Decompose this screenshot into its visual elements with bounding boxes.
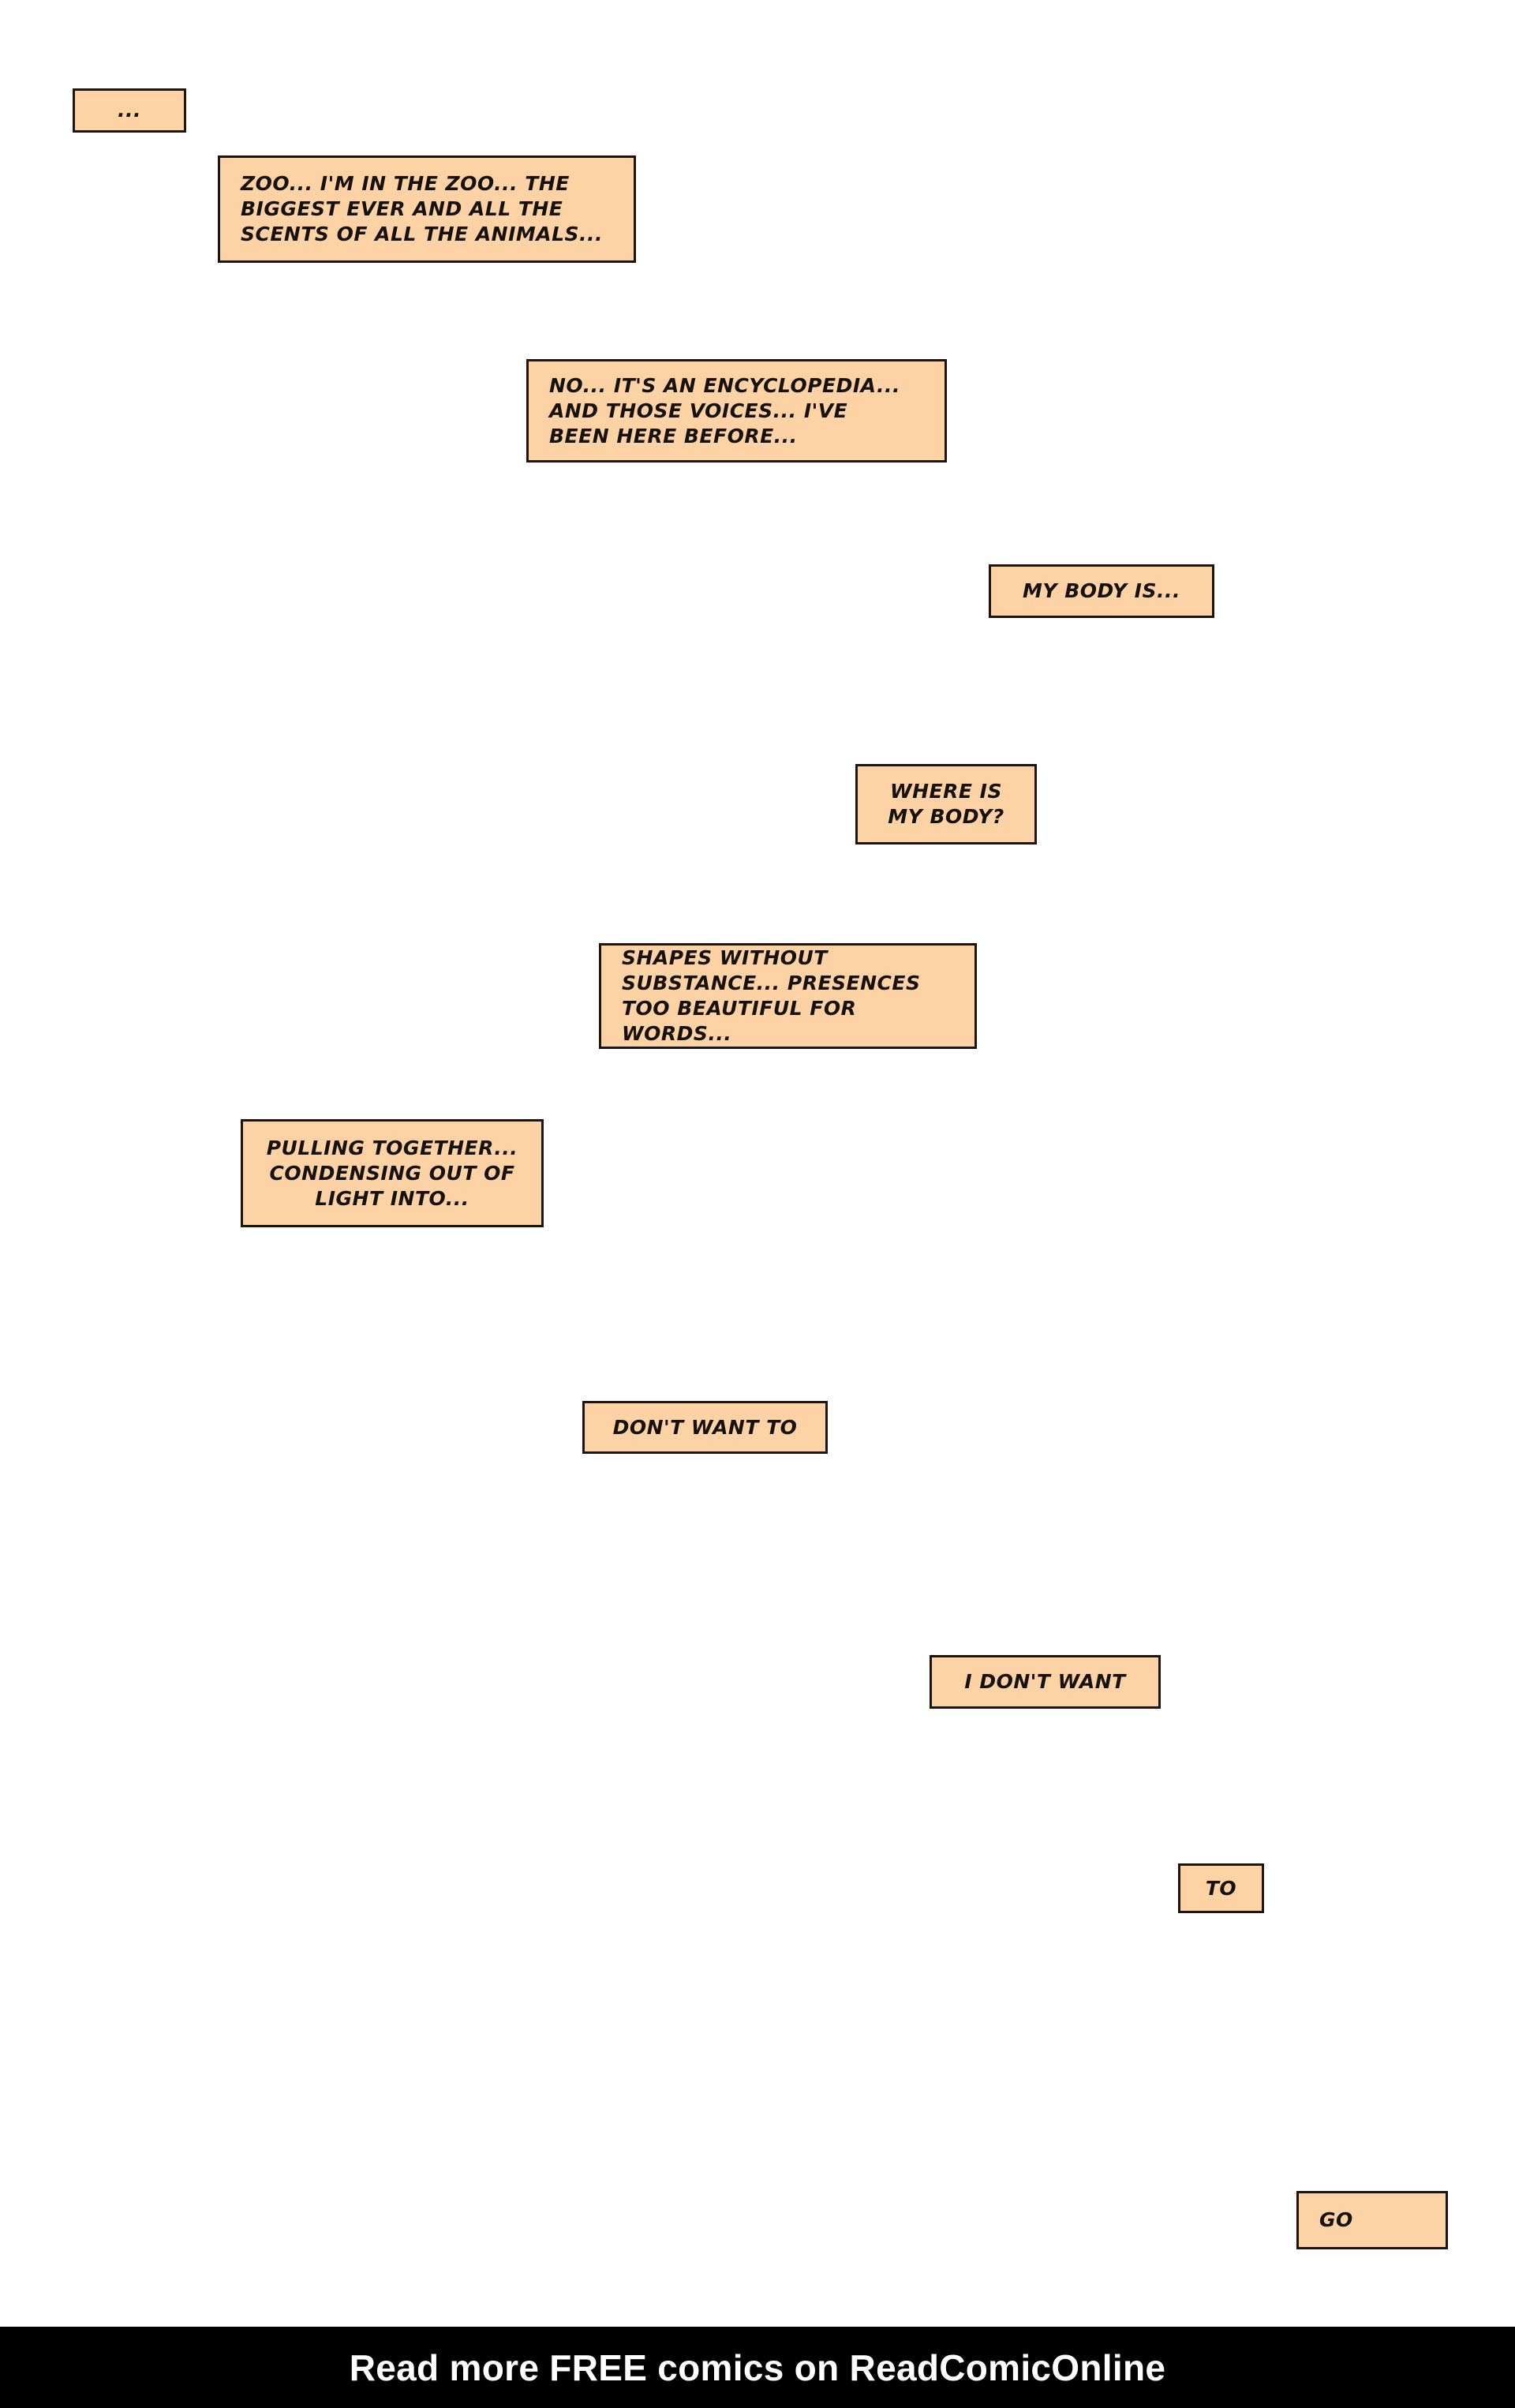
caption-text: MY BODY IS... — [1023, 579, 1180, 602]
caption-text: PULLING TOGETHER... CONDENSING OUT OF LIGHT INTO... — [266, 1136, 518, 1210]
caption-box — [855, 764, 1037, 844]
caption-text: SHAPES WITHOUT SUBSTANCE... PRESENCES TOO BEAUTIFUL FOR WORDS... — [622, 946, 921, 1045]
caption-text: WHERE IS MY BODY? — [888, 780, 1004, 828]
caption-text: TO — [1205, 1876, 1237, 1900]
caption-box — [599, 943, 977, 1049]
caption-box — [1296, 2191, 1448, 2249]
caption-box — [989, 564, 1214, 618]
caption-text: NO... IT'S AN ENCYCLOPEDIA... AND THOSE VOICES... I'VE BEEN HERE BEFORE... — [549, 373, 900, 448]
promo-banner[interactable] — [0, 2327, 1515, 2408]
promo-banner-text[interactable]: Read more FREE comics on ReadComicOnline — [349, 2346, 1166, 2388]
caption-text: ZOO... I'M IN THE ZOO... THE BIGGEST EVER AND ALL THE SCENTS OF ALL THE ANIMALS... — [241, 172, 604, 245]
caption-text: I DON'T WANT — [964, 1670, 1126, 1693]
caption-box — [241, 1119, 544, 1227]
caption-box — [582, 1401, 828, 1454]
caption-box — [218, 155, 636, 263]
caption-box — [1178, 1863, 1264, 1913]
caption-text: DON'T WANT TO — [612, 1415, 798, 1439]
caption-box — [73, 88, 186, 133]
caption-box — [930, 1655, 1161, 1709]
caption-text: ... — [118, 99, 141, 122]
caption-text: GO — [1319, 2208, 1353, 2231]
caption-box — [526, 359, 947, 463]
